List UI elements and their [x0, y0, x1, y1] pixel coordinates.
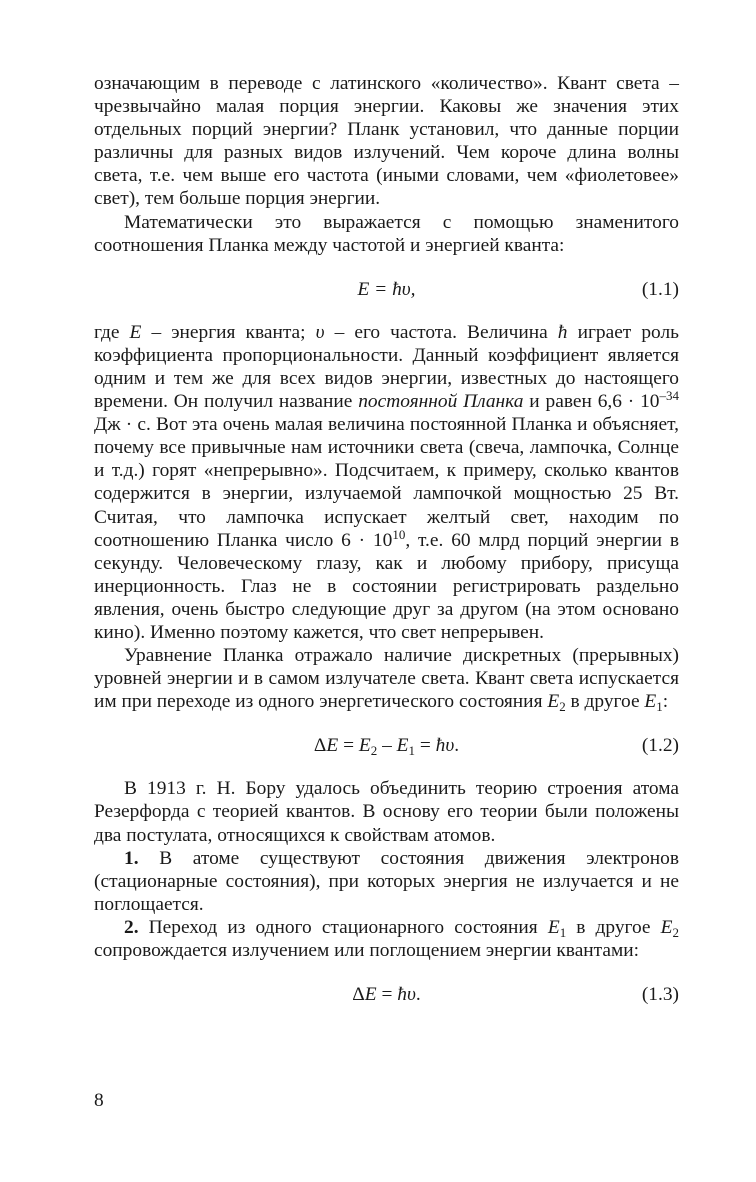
paragraph-quantum-definition: означающим в переводе с латинского «количество». Квант света – чрезвычайно малая порция энергии. Каковы же значения этих отдельных порций энергии? Планк установил, что данные порции различны для разных видов излучений. Чем короче длина волны света, т.е. чем выше его частота (иными словами, чем «фиолетовее» свет), тем больше порция энергии. — [94, 73, 679, 210]
paragraph-postulate-1: 1. В атоме существуют состояния движения электронов (стационарные состояния), при которых энергия не излучается и не поглощается. — [94, 847, 679, 915]
term-planck-constant: постоянной Планка — [358, 391, 524, 413]
equation-number: (1.2) — [641, 735, 679, 757]
page-body — [94, 72, 679, 1026]
paragraph-bohr: В 1913 г. Н. Бору удалось объединить теорию строения атома Резерфорда с теорией квантов. В основу его теории были положены два постулата, относящихся к свойствам атомов. — [94, 778, 679, 846]
equation-formula: $\Delta E = E_2 - E_1$ = ħυ. — [313, 735, 460, 759]
paragraph-postulate-2: 2. Переход из одного стационарного состояния $E_1$ в другое $E_2$ сопровождается излучением или поглощением энергии квантами: — [94, 916, 679, 961]
page-number: 8 — [94, 1090, 104, 1111]
equation-1-2 — [94, 734, 679, 757]
equation-formula: E = ħυ, — [357, 278, 416, 300]
paragraph-discrete-levels: Уравнение Планка отражало наличие дискретных (прерывных) уровней энергии и в самом излучателе света. Квант света испускается им при переходе из одного энергетического состояния $E_2$ в другое $E_1$: — [94, 645, 679, 715]
equation-number: (1.3) — [641, 984, 679, 1006]
equation-number: (1.1) — [641, 278, 679, 300]
paragraph-planck-intro: Математически это выражается с помощью знаменитого соотношения Планка между частотой и энергией кванта: — [94, 211, 679, 256]
equation-1-3 — [94, 983, 679, 1006]
equation-1-1 — [94, 278, 679, 301]
paragraph-planck-constant: где E – энергия кванта; υ – его частота. Величина ħ играет роль коэффициента пропорциональности. Данный коэффициент является одним и тем же для всех видов энергии, известных до настоящего времени. Он получил название постоянной Планка и равен $6,6 \cdot 10^{-34}$ Дж · с. Вот эта очень малая величина постоянной Планка и объясняет, почему все привычные нам источники света (свеча, лампочка, Солнце и т.д.) горят «непрерывно». Подсчитаем, к примеру, сколько квантов содержится в энергии, излучаемой лампочкой мощностью 25 Вт. Считая, что лампочка испускает желтый свет, находим по соотношению Планка число $6 \cdot 10^{10}$, т.е. 60 млрд порций энергии в секунду. Человеческому глазу, как и любому прибору, присуща инерционность. Глаз не в состоянии регистрировать раздельно явления, очень быстро следующие друг за другом (на этом основано кино). Именно поэтому кажется, что свет непрерывен. — [94, 321, 679, 643]
equation-formula: ΔE = ħυ. — [352, 984, 421, 1006]
